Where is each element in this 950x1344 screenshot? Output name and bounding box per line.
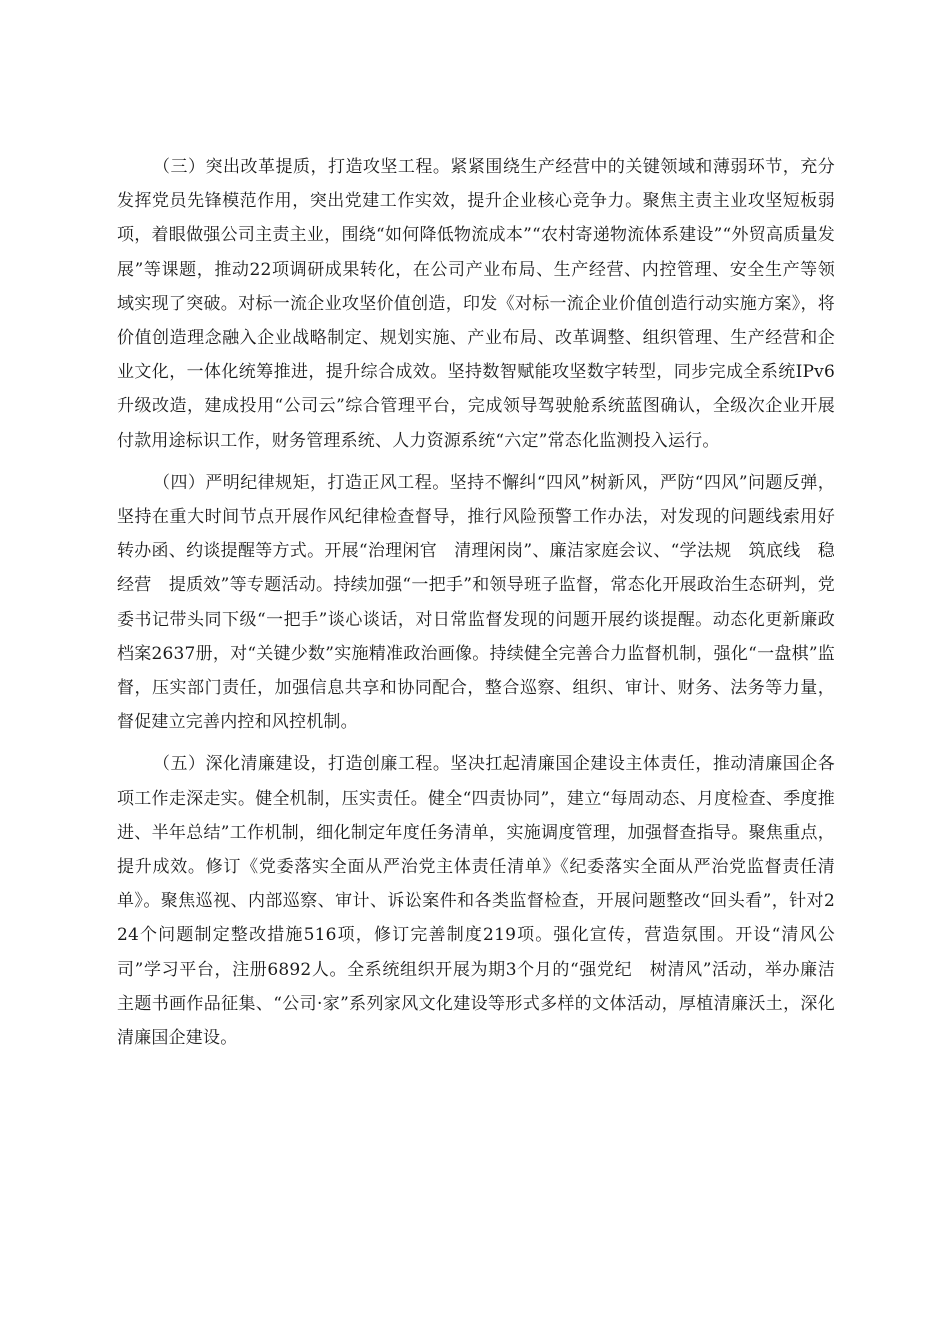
paragraph-section-5: （五）深化清廉建设，打造创廉工程。坚决扛起清廉国企建设主体责任，推动清廉国企各项工作走深走实。健全机制，压实责任。健全“四责协同”，建立“每周动态、月度检查、季度推进、半年总结”工作机制，细化制定年度任务清单，实施调度管理，加强督查指导。聚焦重点，提升成效。修订《党委落实全面从严治党主体责任清单》《纪委落实全面从严治党监督责任清单》。聚焦巡视、内部巡察、审计、诉讼案件和各类监督检查，开展问题整改“回头看”，针对224个问题制定整改措施516项，修订完善制度219项。强化宣传，营造氛围。开设“清风公司”学习平台，注册6892人。全系统组织开展为期3个月的“强党纪 树清风”活动，举办廉洁主题书画作品征集、“公司·家”系列家风文化建设等形式多样的文体活动，厚植清廉沃土，深化清廉国企建设。 — [117, 754, 835, 1049]
paragraph-section-3: （三）突出改革提质，打造攻坚工程。紧紧围绕生产经营中的关键领域和薄弱环节，充分发挥党员先锋模范作用，突出党建工作实效，提升企业核心竞争力。聚焦主责主业攻坚短板弱项，着眼做强公司主责主业，围绕“如何降低物流成本”“农村寄递物流体系建设”“外贸高质量发展”等课题，推动22项调研成果转化，在公司产业布局、生产经营、内控管理、安全生产等领域实现了突破。对标一流企业攻坚价值创造，印发《对标一流企业价值创造行动实施方案》，将价值创造理念融入企业战略制定、规划实施、产业布局、改革调整、组织管理、生产经营和企业文化，一体化统筹推进，提升综合成效。坚持数智赋能攻坚数字转型，同步完成全系统IPv6升级改造，建成投用“公司云”综合管理平台，完成领导驾驶舱系统蓝图确认，全级次企业开展付款用途标识工作，财务管理系统、人力资源系统“六定”常态化监测投入运行。 — [117, 157, 835, 451]
document-body — [117, 150, 835, 1063]
paragraph-section-4: （四）严明纪律规矩，打造正风工程。坚持不懈纠“四风”树新风，严防“四风”问题反弹，坚持在重大时间节点开展作风纪律检查督导，推行风险预警工作办法，对发现的问题线索用好转办函、约谈提醒等方式。开展“治理闲官 清理闲岗”、廉洁家庭会议、“学法规 筑底线 稳经营 提质效”等专题活动。持续加强“一把手”和领导班子监督，常态化开展政治生态研判，党委书记带头同下级“一把手”谈心谈话，对日常监督发现的问题开展约谈提醒。动态化更新廉政档案2637册，对“关键少数”实施精准政治画像。持续健全完善合力监督机制，强化“一盘棋”监督，压实部门责任，加强信息共享和协同配合，整合巡察、组织、审计、财务、法务等力量，督促建立完善内控和风控机制。 — [117, 472, 835, 733]
